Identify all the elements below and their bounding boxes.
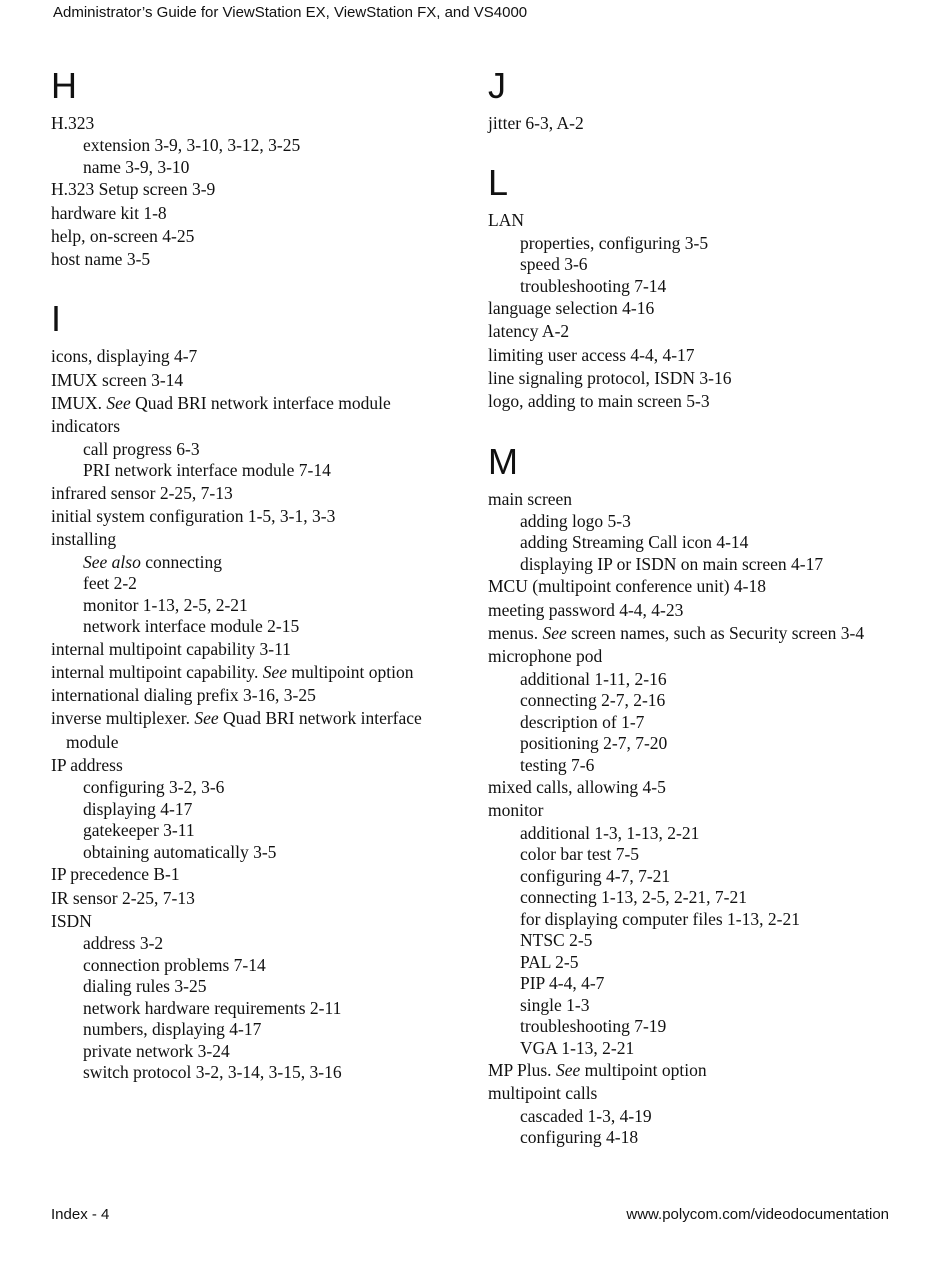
index-entry: infrared sensor 2-25, 7-13 [51,482,233,503]
index-entry: limiting user access 4-4, 4-17 [488,344,695,365]
index-subentry: address 3-2 [83,933,164,954]
index-entry: latency A-2 [488,321,570,342]
index-section [51,66,461,271]
index-subentry: connection problems 7-14 [83,954,266,975]
entry-text: screen names, such as Security screen 3-4 [566,622,865,643]
index-section [51,299,461,1083]
see-reference: See also [83,551,141,572]
index-subentry: displaying 4-17 [83,798,193,819]
entry-text: Quad BRI network interface module [66,708,422,752]
index-entry: ISDN [51,910,92,931]
index-entry [51,392,461,415]
index-subentry: numbers, displaying 4-17 [83,1019,262,1040]
index-subentry: adding logo 5-3 [520,510,631,531]
entry-text: multipoint option [580,1060,707,1081]
index-entry: logo, adding to main screen 5-3 [488,391,710,412]
see-reference: See [542,622,567,643]
section-letter: I [51,298,62,340]
index-subentry: testing 7-6 [520,754,595,775]
index-section [488,163,898,413]
index-entry: jitter 6-3, A-2 [488,113,584,133]
index-subentry: monitor 1-13, 2-5, 2-21 [83,594,248,615]
index-entry: host name 3-5 [51,249,151,270]
entry-text: MP Plus. [488,1060,556,1081]
section-letter: L [488,162,509,204]
index-subentry: connecting 1-13, 2-5, 2-21, 7-21 [520,887,747,908]
index-entry: language selection 4-16 [488,298,655,319]
index-entry: H.323 Setup screen 3-9 [51,179,216,200]
index-subentry: speed 3-6 [520,254,588,275]
index-subentry: troubleshooting 7-14 [520,275,667,296]
entry-text: inverse multiplexer. [51,708,195,729]
index-subentry: for displaying computer files 1-13, 2-21 [520,908,800,929]
index-subentry: configuring 4-7, 7-21 [520,865,671,886]
index-subentry: PIP 4-4, 4-7 [520,973,605,994]
index-entry: IMUX screen 3-14 [51,369,184,390]
entry-text: connecting [140,551,222,572]
index-subentry: PAL 2-5 [520,951,579,972]
see-reference: See [194,708,219,729]
index-entry: IR sensor 2-25, 7-13 [51,887,195,908]
index-entry: IP address [51,755,123,776]
index-entry: line signaling protocol, ISDN 3-16 [488,367,732,388]
entry-text: IMUX. [51,393,107,414]
index-subentry: network interface module 2-15 [83,616,300,637]
index-entry [488,1059,898,1082]
index-subentry: VGA 1-13, 2-21 [520,1037,635,1058]
see-reference: See [262,661,288,682]
index-subentry: private network 3-24 [83,1040,230,1061]
see-reference: See [106,393,131,414]
index-entry: microphone pod [488,646,603,667]
index-subentry: additional 1-11, 2-16 [520,668,667,689]
index-column-right [488,66,898,1177]
section-letter: H [51,65,77,106]
index-subentry: color bar test 7-5 [520,844,640,865]
index-subentry: description of 1-7 [520,711,645,732]
index-subentry [51,552,461,574]
footer-url: www.polycom.com/videodocumentation [626,1206,889,1223]
index-subentry: cascaded 1-3, 4-19 [520,1105,652,1126]
index-entry [488,622,898,645]
index-subentry: troubleshooting 7-19 [520,1016,667,1037]
index-entry: multipoint calls [488,1083,598,1104]
index-subentry: gatekeeper 3-11 [83,820,195,841]
index-section [488,442,898,1149]
index-subentry: call progress 6-3 [83,438,200,459]
index-entry: international dialing prefix 3-16, 3-25 [51,685,316,706]
entry-text: internal multipoint capability. [51,661,263,682]
index-entry: help, on-screen 4-25 [51,225,195,246]
index-entry: main screen [488,488,573,509]
running-header: Administrator’s Guide for ViewStation EX, ViewStation FX, and VS4000 [53,4,528,21]
entry-text: menus. [488,622,543,643]
index-subentry: positioning 2-7, 7-20 [520,733,668,754]
index-entry: monitor [488,800,544,821]
index-entry: MCU (multipoint conference unit) 4-18 [488,576,766,597]
index-entry: IP precedence B-1 [51,864,180,885]
index-entry: installing [51,529,117,550]
index-subentry: configuring 3-2, 3-6 [83,777,225,798]
index-entry: indicators [51,416,121,437]
section-letter: J [488,65,506,106]
page-number: Index - 4 [51,1206,110,1223]
index-entry: mixed calls, allowing 4-5 [488,777,666,798]
index-subentry: obtaining automatically 3-5 [83,841,277,862]
index-entry: hardware kit 1-8 [51,202,167,223]
index-entry: LAN [488,210,524,231]
index-entry [51,707,461,754]
index-section [488,66,898,135]
index-entry: initial system configuration 1-5, 3-1, 3-3 [51,505,336,526]
index-subentry: configuring 4-18 [520,1127,639,1148]
index-subentry: displaying IP or ISDN on main screen 4-17 [520,553,824,574]
index-subentry: properties, configuring 3-5 [520,232,709,253]
see-reference: See [555,1060,581,1081]
index-subentry: additional 1-3, 1-13, 2-21 [520,822,700,843]
index-subentry: name 3-9, 3-10 [83,156,190,177]
entry-text: multipoint option [287,661,414,682]
index-column-left [51,66,461,1112]
index-subentry: switch protocol 3-2, 3-14, 3-15, 3-16 [83,1062,342,1083]
index-subentry: dialing rules 3-25 [83,976,207,997]
section-letter: M [488,440,518,482]
index-entry: meeting password 4-4, 4-23 [488,599,684,620]
index-subentry: single 1-3 [520,994,590,1015]
entry-text: Quad BRI network interface module [130,393,391,414]
index-subentry: connecting 2-7, 2-16 [520,690,666,711]
index-subentry: extension 3-9, 3-10, 3-12, 3-25 [83,135,301,156]
index-subentry: feet 2-2 [83,573,137,594]
index-entry: icons, displaying 4-7 [51,346,198,367]
index-entry: H.323 [51,113,95,133]
index-entry: internal multipoint capability 3-11 [51,638,291,659]
index-subentry: PRI network interface module 7-14 [83,460,331,481]
index-subentry: adding Streaming Call icon 4-14 [520,532,749,553]
index-subentry: NTSC 2-5 [520,930,593,951]
index-entry [51,661,461,684]
index-subentry: network hardware requirements 2-11 [83,997,342,1018]
